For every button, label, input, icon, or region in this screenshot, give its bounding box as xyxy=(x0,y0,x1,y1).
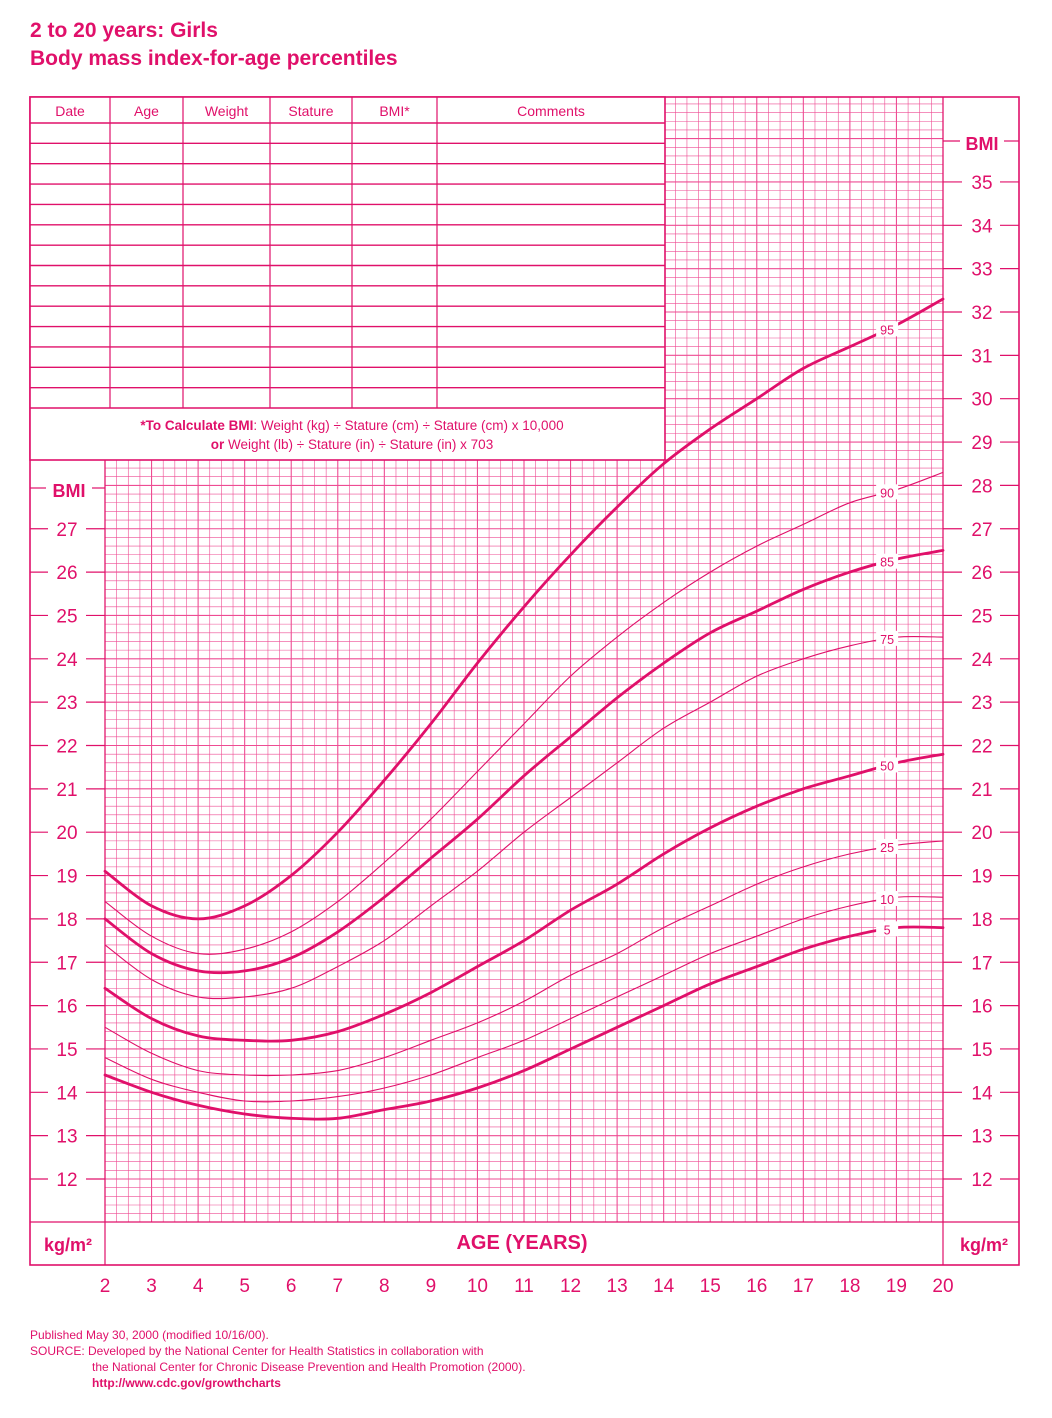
x-tick-label: 19 xyxy=(885,1276,908,1297)
source-line1: SOURCE: Developed by the National Center for Health Statistics in collaboration with xyxy=(30,1344,484,1358)
x-tick-label: 18 xyxy=(839,1276,861,1297)
y-tick-label-right: 24 xyxy=(971,649,993,671)
y-tick-label-right: 32 xyxy=(971,303,993,324)
table-header-cell: Comments xyxy=(517,103,585,119)
bmi-formula-line1: *To Calculate BMI: Weight (kg) ÷ Stature (cm) ÷ Stature (cm) x 10,000 xyxy=(140,418,564,433)
source-url[interactable]: http://www.cdc.gov/growthcharts xyxy=(92,1376,281,1390)
x-tick-label: 15 xyxy=(699,1276,721,1297)
y-tick-label-right: 12 xyxy=(971,1170,993,1191)
y-tick-label-left: 12 xyxy=(56,1170,78,1191)
bmi-formula-line2: or Weight (lb) ÷ Stature (in) ÷ Stature (in) x 703 xyxy=(210,437,494,452)
y-tick-label-left: 14 xyxy=(56,1083,78,1105)
y-tick-label-left: 20 xyxy=(56,823,78,845)
x-tick-label: 14 xyxy=(653,1276,675,1297)
chart-title-line2: Body mass index-for-age percentiles xyxy=(30,47,398,70)
percentile-label-50: 50 xyxy=(880,759,895,774)
unit-label-right: kg/m² xyxy=(959,1235,1009,1255)
x-axis-title: AGE (YEARS) xyxy=(456,1232,588,1254)
table-header-cell: Age xyxy=(134,103,159,119)
table-header-cell: Stature xyxy=(288,103,334,119)
y-tick-label-right: 30 xyxy=(971,389,993,411)
x-tick-label: 16 xyxy=(746,1276,768,1297)
x-tick-label: 9 xyxy=(425,1276,437,1297)
y-tick-label-right: 34 xyxy=(971,216,993,238)
percentile-label-10: 10 xyxy=(880,892,895,907)
x-tick-label: 20 xyxy=(932,1276,954,1297)
y-tick-label-left: 21 xyxy=(56,779,78,801)
y-tick-label-right: 28 xyxy=(971,476,993,498)
y-tick-label-right: 20 xyxy=(971,823,993,845)
y-tick-label-right: 31 xyxy=(971,346,993,368)
published-note: Published May 30, 2000 (modified 10/16/00). xyxy=(30,1328,269,1342)
x-tick-label: 17 xyxy=(792,1276,814,1297)
table-header-cell: Weight xyxy=(204,103,249,119)
y-tick-label-right: 14 xyxy=(971,1083,993,1105)
y-tick-label-right: 33 xyxy=(971,259,993,281)
y-tick-label-right: 29 xyxy=(971,433,993,455)
y-tick-label-right: 25 xyxy=(971,606,993,628)
y-tick-label-left: 18 xyxy=(56,909,78,931)
y-tick-label-left: 15 xyxy=(56,1039,78,1061)
y-tick-label-right: 19 xyxy=(971,866,993,888)
y-tick-label-right: 21 xyxy=(971,779,993,801)
y-tick-label-left: 19 xyxy=(56,866,78,888)
x-tick-label: 6 xyxy=(285,1276,297,1297)
x-tick-label: 7 xyxy=(332,1276,344,1297)
y-tick-label-left: 22 xyxy=(56,736,78,758)
y-tick-label-right: 16 xyxy=(971,996,993,1018)
x-tick-label: 3 xyxy=(146,1276,157,1297)
x-tick-label: 12 xyxy=(559,1276,582,1297)
percentile-label-75: 75 xyxy=(880,632,895,647)
record-table xyxy=(30,97,665,460)
percentile-label-25: 25 xyxy=(880,840,895,855)
x-tick-label: 4 xyxy=(192,1276,204,1297)
y-tick-label-left: 27 xyxy=(56,519,78,541)
y-tick-label-right: 18 xyxy=(971,909,993,931)
x-tick-label: 11 xyxy=(514,1276,534,1297)
y-tick-label-left: 23 xyxy=(56,693,78,715)
y-tick-label-left: 26 xyxy=(56,563,78,585)
y-tick-label-right: 23 xyxy=(971,693,993,715)
x-tick-label: 2 xyxy=(99,1276,111,1297)
y-tick-label-right: 35 xyxy=(971,172,993,194)
y-axis-title-right: BMI xyxy=(965,134,999,154)
y-tick-label-right: 17 xyxy=(971,953,993,975)
footer xyxy=(30,1327,526,1391)
chart-title-line1: 2 to 20 years: Girls xyxy=(30,19,218,42)
y-tick-label-left: 13 xyxy=(56,1126,78,1148)
x-tick-label: 5 xyxy=(239,1276,250,1297)
y-tick-label-left: 24 xyxy=(56,649,78,671)
y-axis-title-left: BMI xyxy=(52,481,86,501)
x-tick-label: 8 xyxy=(379,1276,390,1297)
percentile-label-85: 85 xyxy=(880,555,895,570)
y-tick-label-right: 26 xyxy=(971,563,993,585)
x-tick-label: 13 xyxy=(606,1276,628,1297)
x-tick-label: 10 xyxy=(466,1276,489,1297)
record-table-frame xyxy=(30,97,665,460)
y-tick-label-right: 15 xyxy=(971,1039,993,1061)
y-tick-label-left: 17 xyxy=(56,953,78,975)
table-header-cell: BMI* xyxy=(379,103,410,119)
source-line2: the National Center for Chronic Disease Prevention and Health Promotion (2000). xyxy=(92,1360,526,1374)
unit-label-left: kg/m² xyxy=(43,1235,93,1255)
table-header-cell: Date xyxy=(55,103,85,119)
y-tick-label-right: 13 xyxy=(971,1126,993,1148)
percentile-label-90: 90 xyxy=(880,486,895,501)
percentile-label-95: 95 xyxy=(880,323,895,338)
y-tick-label-left: 16 xyxy=(56,996,78,1018)
y-tick-label-right: 27 xyxy=(971,519,993,541)
y-tick-label-left: 25 xyxy=(56,606,78,628)
y-tick-label-right: 22 xyxy=(971,736,993,758)
percentile-label-5: 5 xyxy=(883,923,891,938)
